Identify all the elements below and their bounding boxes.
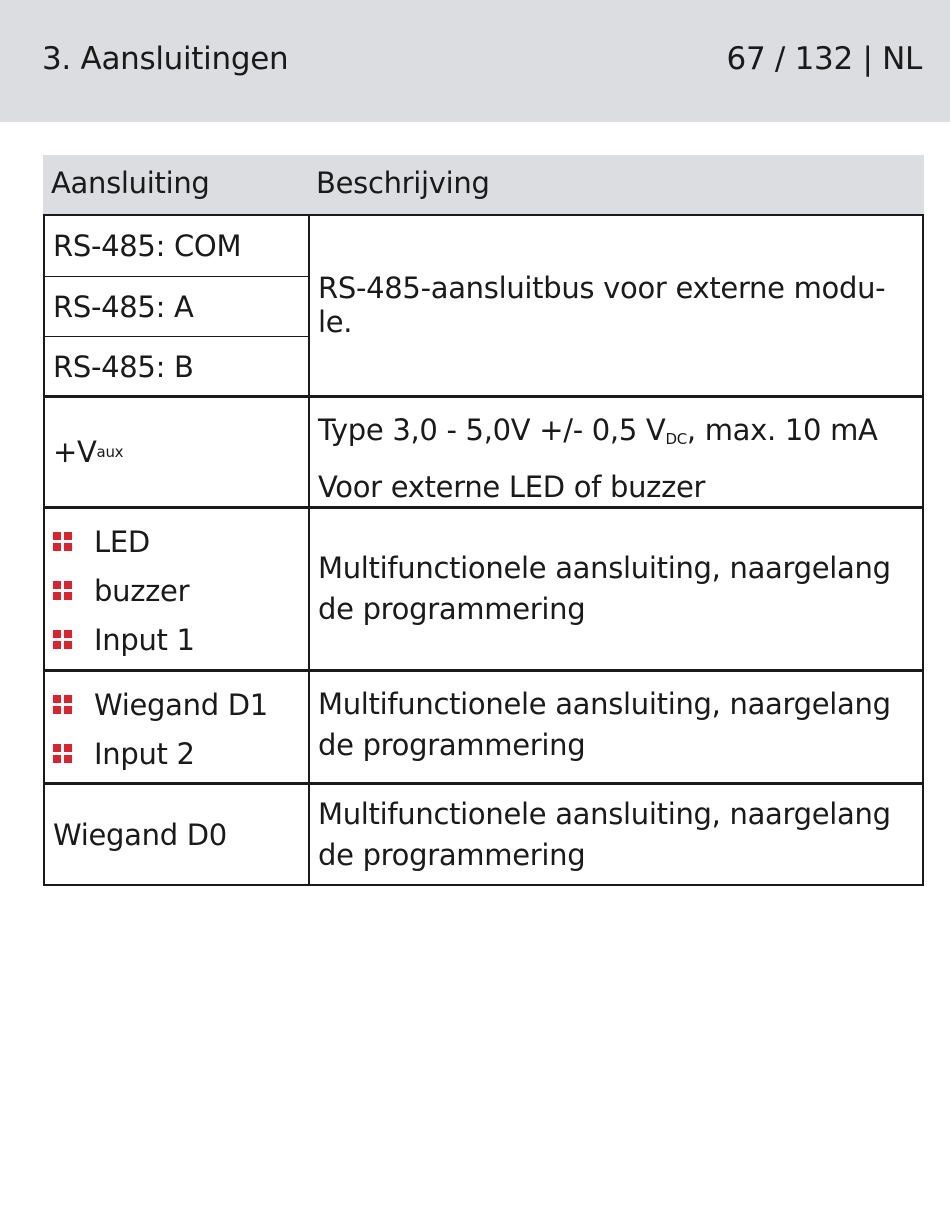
cell-vaux-label: [45, 398, 308, 506]
rs485-desc-line2: le.: [318, 305, 353, 339]
list-item: Wiegand D1: [45, 680, 308, 729]
terminal-icon: [53, 744, 72, 763]
terminal-icon: [53, 532, 72, 551]
cell-wiegand-d0-label: Wiegand D0: [53, 817, 227, 852]
section-title: 3. Aansluitingen: [42, 41, 289, 77]
table-row-multi1: [43, 509, 924, 672]
multi1-desc-line1: Multifunctionele aansluiting, naargelang: [318, 551, 891, 585]
table-row-multi2: [43, 672, 924, 785]
terminal-icon: [53, 581, 72, 600]
terminal-icon: [53, 695, 72, 714]
page-header: [0, 0, 950, 122]
cell-rs485-b: RS-485: B: [53, 349, 194, 384]
vaux-label-main: +V: [53, 435, 97, 469]
wiegand-d0-desc-line2: de programmering: [318, 838, 586, 872]
column-header-connection: Aansluiting: [51, 166, 210, 200]
rs485-desc-line1: RS-485-aansluitbus voor externe modu-: [318, 271, 886, 305]
table-row-rs485: [43, 216, 924, 398]
cell-multi1-description: [310, 548, 922, 630]
terminal-icon: [53, 630, 72, 649]
cell-multi1-items: [45, 517, 308, 664]
cell-wiegand-d0-description: [310, 794, 922, 876]
list-item: Input 1: [45, 615, 308, 664]
cell-multi2-items: [45, 680, 308, 778]
multi2-desc-line2: de programmering: [318, 728, 586, 762]
page-number: 67 / 132 | NL: [726, 41, 922, 77]
cell-multi2-description: [310, 684, 922, 766]
multi1-desc-line2: de programmering: [318, 592, 586, 626]
table-header: [43, 155, 924, 216]
vaux-desc-line2: Voor externe LED of buzzer: [318, 470, 706, 504]
connections-table: [43, 155, 924, 886]
wiegand-d0-desc-line1: Multifunctionele aansluiting, naargelang: [318, 797, 891, 831]
list-item: Input 2: [45, 729, 308, 778]
cell-rs485-a: RS-485: A: [45, 277, 308, 337]
list-item: buzzer: [45, 566, 308, 615]
cell-vaux-description: [310, 406, 922, 511]
cell-rs485-description: [310, 268, 922, 342]
table-row-wiegand-d0: [43, 785, 924, 886]
table-row-vaux: [43, 398, 924, 509]
multi2-desc-line1: Multifunctionele aansluiting, naargelang: [318, 687, 891, 721]
list-item: LED: [45, 517, 308, 566]
column-header-description: Beschrijving: [316, 166, 490, 200]
cell-rs485-com: RS-485: COM: [45, 216, 308, 277]
vaux-label-sub: aux: [96, 443, 124, 461]
vaux-desc-line1: Type 3,0 - 5,0V +/- 0,5 $V_{DC}$, max. 10 mA: [318, 413, 878, 448]
